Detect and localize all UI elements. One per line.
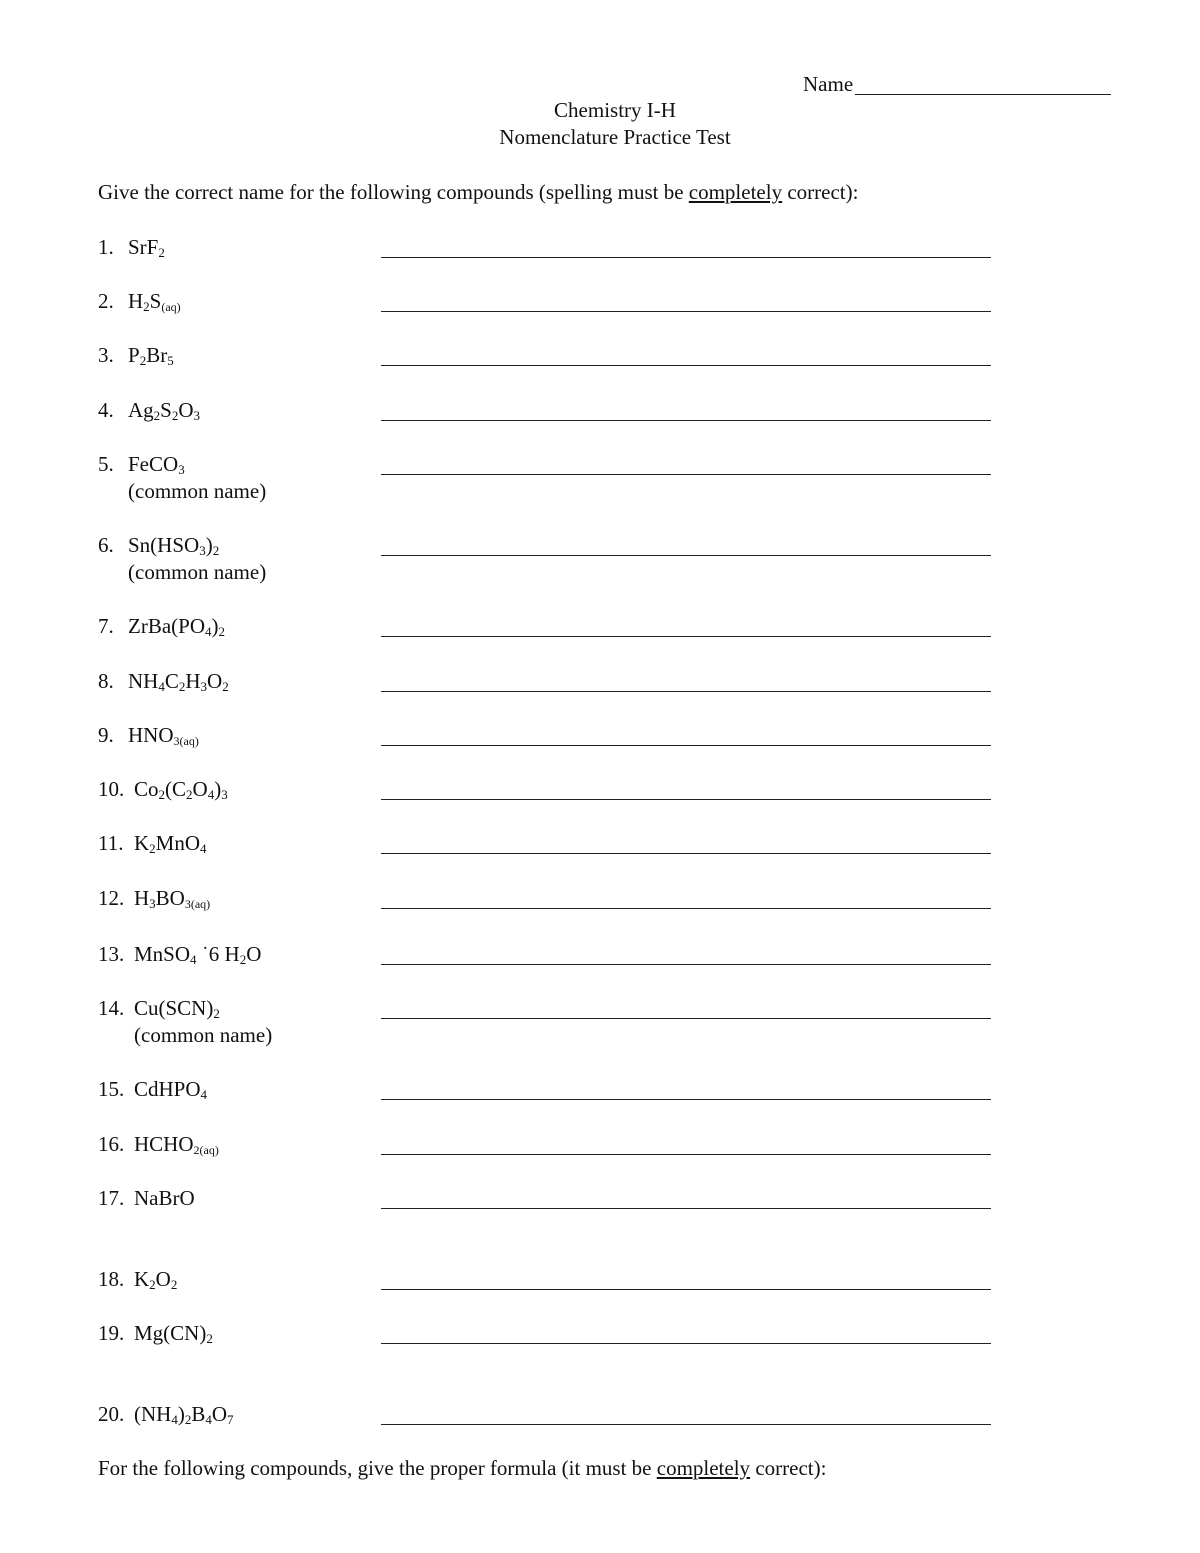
- answer-line[interactable]: [381, 555, 991, 556]
- answer-line[interactable]: [381, 1208, 991, 1209]
- question-formula: $Co_2(C_2O_4)_3$: [134, 777, 228, 802]
- question-formula: $H_2S_{(aq)}$: [128, 289, 181, 314]
- question-item: [98, 452, 998, 503]
- name-label: Name: [803, 72, 854, 96]
- question-number: 1.: [98, 235, 114, 259]
- question-number: 6.: [98, 533, 114, 557]
- answer-line[interactable]: [381, 745, 991, 746]
- question-formula: $Mg(CN)_2$: [134, 1321, 213, 1346]
- answer-line[interactable]: [381, 1424, 991, 1425]
- question-formula: $HCHO_{2(aq)}$: [134, 1132, 219, 1157]
- question-formula: $Sn(HSO_3)_2$: [128, 533, 220, 558]
- question-number: 14.: [98, 996, 125, 1020]
- question-note: (common name): [128, 560, 267, 584]
- section1-instruction-emph: completely: [688, 180, 783, 204]
- question-formula: CdHPO$_4$: [134, 1077, 208, 1102]
- question-formula: $Cu(SCN)_2$: [134, 996, 220, 1021]
- section2-instruction-emph: completely: [656, 1456, 751, 1480]
- question-formula: $Ag_2S_2O_3$: [128, 398, 201, 423]
- page-subtitle: Nomenclature Practice Test: [499, 125, 731, 149]
- question-item: [98, 996, 998, 1047]
- question-number: 13.: [98, 942, 125, 966]
- question-number: 17.: [98, 1186, 125, 1210]
- answer-line[interactable]: [381, 908, 991, 909]
- answer-line[interactable]: [381, 636, 991, 637]
- question-formula: $K_2MnO_4$: [134, 831, 207, 856]
- answer-line[interactable]: [381, 1154, 991, 1155]
- question-item: [98, 1267, 998, 1307]
- answer-line[interactable]: [381, 691, 991, 692]
- answer-line[interactable]: [381, 799, 991, 800]
- question-formula: MnSO$_4$ ˙6 $H_2O$: [134, 942, 262, 967]
- question-number: 19.: [98, 1321, 125, 1345]
- question-number: 4.: [98, 398, 114, 422]
- answer-line[interactable]: [381, 420, 991, 421]
- question-item: [98, 398, 998, 438]
- question-item: [98, 942, 998, 982]
- question-number: 12.: [98, 886, 125, 910]
- question-item: [98, 1077, 998, 1117]
- question-formula: $NH_4C_2H_3O_2$: [128, 669, 229, 694]
- question-formula: FeCO$_3$: [128, 452, 185, 477]
- question-item: [98, 723, 998, 763]
- question-item: [98, 777, 998, 817]
- question-number: 16.: [98, 1132, 125, 1156]
- question-number: 7.: [98, 614, 114, 638]
- question-item: [98, 1321, 998, 1361]
- question-item: [98, 289, 998, 329]
- answer-line[interactable]: [381, 1018, 991, 1019]
- question-number: 8.: [98, 669, 114, 693]
- question-note: (common name): [134, 1023, 273, 1047]
- answer-line[interactable]: [381, 474, 991, 475]
- question-formula: $ZrBa(PO_4)_2$: [128, 614, 225, 639]
- question-formula: $H_3BO_{3(aq)}$: [134, 886, 211, 911]
- name-blank[interactable]: [855, 72, 1111, 95]
- question-formula: SrF$_2$: [128, 235, 165, 260]
- question-item: [98, 1186, 998, 1226]
- question-number: 18.: [98, 1267, 125, 1291]
- question-number: 20.: [98, 1402, 125, 1426]
- question-number: 5.: [98, 452, 114, 476]
- answer-line[interactable]: [381, 853, 991, 854]
- question-item: [98, 235, 998, 275]
- question-item: [98, 831, 998, 871]
- question-item: [98, 343, 998, 383]
- question-number: 3.: [98, 343, 114, 367]
- answer-line[interactable]: [381, 1343, 991, 1344]
- section1-instruction: [98, 180, 858, 205]
- question-item: [98, 1132, 998, 1172]
- question-item: [98, 886, 998, 926]
- question-number: 9.: [98, 723, 114, 747]
- question-note: (common name): [128, 479, 267, 503]
- section1-instruction-pre: Give the correct name for the following compounds (spelling must be: [98, 180, 689, 204]
- question-number: 10.: [98, 777, 125, 801]
- answer-line[interactable]: [381, 1289, 991, 1290]
- section2-instruction-pre: For the following compounds, give the proper formula (it must be: [98, 1456, 657, 1480]
- answer-line[interactable]: [381, 365, 991, 366]
- name-field-label: [803, 72, 1111, 97]
- question-number: 15.: [98, 1077, 125, 1101]
- question-item: [98, 1402, 998, 1442]
- question-item: [98, 533, 998, 584]
- section1-instruction-post: correct):: [782, 180, 859, 204]
- question-formula: $(NH_4)_2B_4O_7$: [134, 1402, 234, 1427]
- answer-line[interactable]: [381, 964, 991, 965]
- section2-instruction: [98, 1456, 826, 1481]
- question-item: [98, 614, 998, 654]
- question-formula: $P_2Br_5$: [128, 343, 174, 368]
- answer-line[interactable]: [381, 257, 991, 258]
- question-formula: $K_2O_2$: [134, 1267, 178, 1292]
- page-title: Chemistry I-H: [554, 98, 676, 122]
- question-formula: $HNO_{3(aq)}$: [128, 723, 199, 748]
- question-number: 11.: [98, 831, 124, 855]
- section2-instruction-post: correct):: [750, 1456, 827, 1480]
- question-number: 2.: [98, 289, 114, 313]
- answer-line[interactable]: [381, 311, 991, 312]
- answer-line[interactable]: [381, 1099, 991, 1100]
- question-formula: NaBrO: [134, 1186, 195, 1210]
- question-item: [98, 669, 998, 709]
